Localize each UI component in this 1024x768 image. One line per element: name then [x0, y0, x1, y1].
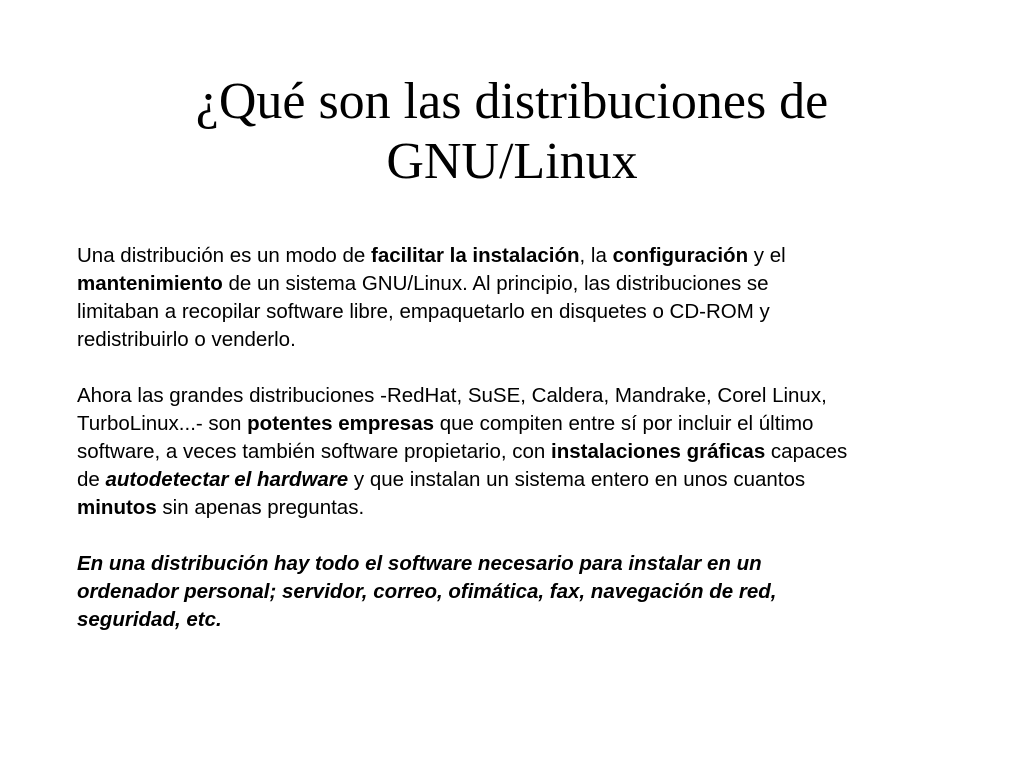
text-run: sin apenas preguntas.	[156, 496, 365, 519]
title-line-2: GNU/Linux	[386, 133, 638, 190]
bold-text: minutos	[77, 496, 157, 519]
text-run: software, a veces también software propietario, con	[77, 440, 552, 463]
text-run: TurboLinux...- son	[77, 412, 248, 435]
text-run: Una distribución es un modo de	[77, 244, 372, 267]
slide-body	[77, 242, 977, 662]
text-line	[77, 242, 977, 270]
text-line: redistribuirlo o venderlo.	[77, 328, 296, 351]
bold-text: instalaciones gráficas	[551, 440, 766, 463]
text-line: ordenador personal; servidor, correo, ofimática, fax, navegación de red,	[77, 580, 777, 603]
text-run: que compiten entre sí por incluir el último	[434, 412, 814, 435]
text-run: y que instalan un sistema entero en unos cuantos	[348, 468, 806, 491]
paragraph-definition	[77, 242, 977, 354]
bold-text: mantenimiento	[77, 272, 223, 295]
title-line-1: ¿Qué son las distribuciones de	[195, 73, 829, 130]
text-line	[77, 494, 977, 522]
paragraph-companies	[77, 382, 977, 522]
text-line: limitaban a recopilar software libre, empaquetarlo en disquetes o CD-ROM y	[77, 300, 770, 323]
slide-title	[60, 72, 964, 192]
bold-text: configuración	[612, 244, 749, 267]
text-line: Ahora las grandes distribuciones -RedHat, SuSE, Caldera, Mandrake, Corel Linux,	[77, 384, 827, 407]
text-run: de	[77, 468, 106, 491]
text-line: En una distribución hay todo el software necesario para instalar en un	[77, 552, 762, 575]
text-run: , la	[579, 244, 613, 267]
bold-text: facilitar la instalación	[371, 244, 580, 267]
text-run: y el	[748, 244, 786, 267]
bold-italic-text: autodetectar el hardware	[105, 468, 349, 491]
text-line	[77, 438, 977, 466]
text-line: seguridad, etc.	[77, 608, 222, 631]
text-run: capaces	[765, 440, 848, 463]
bold-text: potentes empresas	[247, 412, 435, 435]
text-line	[77, 466, 977, 494]
text-line	[77, 270, 977, 298]
paragraph-summary	[77, 550, 977, 634]
text-line	[77, 410, 977, 438]
text-run: de un sistema GNU/Linux. Al principio, las distribuciones se	[222, 272, 769, 295]
